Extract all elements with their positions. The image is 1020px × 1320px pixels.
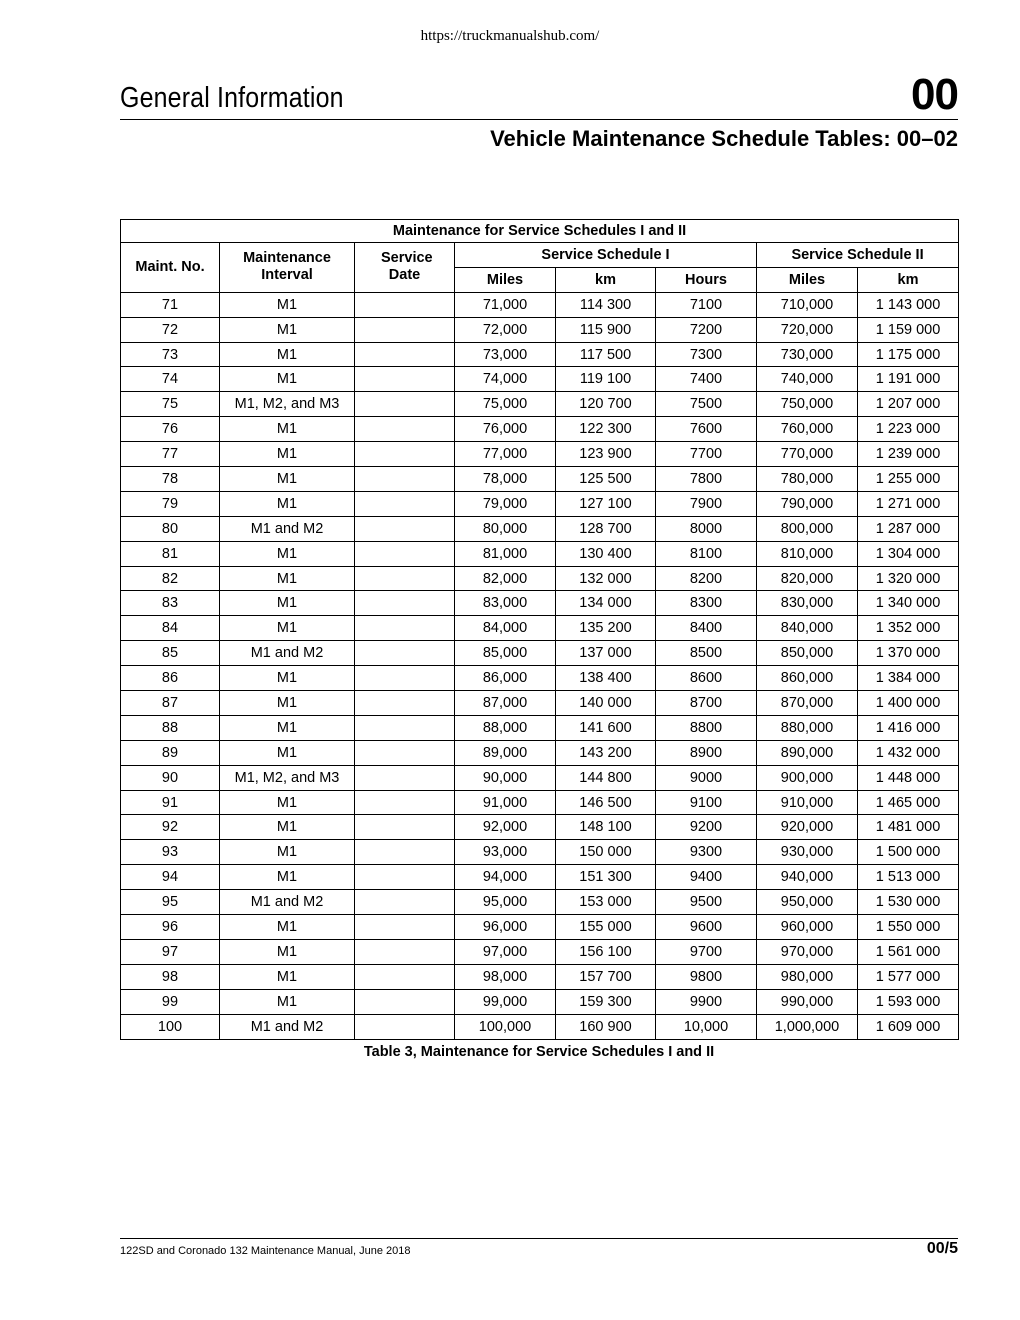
col-header-s1-hours: Hours (656, 267, 757, 292)
cell-interval: M1 and M2 (220, 516, 355, 541)
header-rule (120, 119, 958, 120)
cell-s2-miles: 730,000 (757, 342, 858, 367)
cell-s2-km: 1 320 000 (858, 566, 959, 591)
cell-s2-miles: 830,000 (757, 591, 858, 616)
cell-s2-km: 1 340 000 (858, 591, 959, 616)
table-row (121, 691, 959, 716)
cell-s1-hours: 7100 (656, 292, 757, 317)
cell-s1-km: 135 200 (556, 616, 656, 641)
cell-maint-no: 90 (121, 765, 220, 790)
cell-maint-no: 73 (121, 342, 220, 367)
cell-s2-km: 1 223 000 (858, 417, 959, 442)
cell-s1-hours: 8900 (656, 740, 757, 765)
footer-manual-title: 122SD and Coronado 132 Maintenance Manual, June 2018 (120, 1245, 411, 1257)
cell-s2-miles: 800,000 (757, 516, 858, 541)
cell-s1-km: 132 000 (556, 566, 656, 591)
cell-maint-no: 83 (121, 591, 220, 616)
cell-s1-miles: 88,000 (455, 715, 556, 740)
table-row (121, 566, 959, 591)
cell-maint-no: 88 (121, 715, 220, 740)
cell-s1-km: 117 500 (556, 342, 656, 367)
cell-service-date (355, 616, 455, 641)
cell-interval: M1 (220, 989, 355, 1014)
page-number: 00/5 (926, 1240, 958, 1257)
cell-s2-km: 1 593 000 (858, 989, 959, 1014)
cell-maint-no: 85 (121, 641, 220, 666)
page-subtitle: Vehicle Maintenance Schedule Tables: 00–02 (490, 126, 958, 151)
cell-interval: M1 (220, 317, 355, 342)
cell-interval: M1 (220, 815, 355, 840)
table-row (121, 715, 959, 740)
cell-s2-km: 1 416 000 (858, 715, 959, 740)
cell-s1-km: 120 700 (556, 392, 656, 417)
table-row (121, 939, 959, 964)
cell-service-date (355, 915, 455, 940)
cell-s1-km: 125 500 (556, 467, 656, 492)
cell-interval: M1, M2, and M3 (220, 765, 355, 790)
cell-s1-miles: 95,000 (455, 890, 556, 915)
cell-s1-km: 137 000 (556, 641, 656, 666)
cell-s1-hours: 8200 (656, 566, 757, 591)
cell-s1-miles: 100,000 (455, 1014, 556, 1039)
cell-s2-km: 1 271 000 (858, 491, 959, 516)
table-row (121, 367, 959, 392)
cell-service-date (355, 666, 455, 691)
cell-service-date (355, 541, 455, 566)
cell-s2-miles: 900,000 (757, 765, 858, 790)
cell-s2-miles: 940,000 (757, 865, 858, 890)
cell-s1-miles: 78,000 (455, 467, 556, 492)
col-header-s2-km: km (858, 267, 959, 292)
cell-interval: M1 (220, 666, 355, 691)
cell-s2-miles: 750,000 (757, 392, 858, 417)
cell-maint-no: 96 (121, 915, 220, 940)
cell-s1-hours: 8300 (656, 591, 757, 616)
cell-s2-km: 1 500 000 (858, 840, 959, 865)
cell-s2-km: 1 255 000 (858, 467, 959, 492)
cell-s1-hours: 7700 (656, 442, 757, 467)
cell-s1-km: 157 700 (556, 964, 656, 989)
cell-s2-miles: 770,000 (757, 442, 858, 467)
table-body (121, 292, 959, 1039)
cell-maint-no: 82 (121, 566, 220, 591)
cell-s1-hours: 7300 (656, 342, 757, 367)
cell-s1-miles: 89,000 (455, 740, 556, 765)
cell-interval: M1 (220, 740, 355, 765)
table-row (121, 591, 959, 616)
source-url: https://truckmanualshub.com/ (420, 28, 600, 44)
cell-s1-hours: 8100 (656, 541, 757, 566)
cell-s2-km: 1 400 000 (858, 691, 959, 716)
cell-s2-km: 1 384 000 (858, 666, 959, 691)
cell-s1-km: 156 100 (556, 939, 656, 964)
cell-s1-km: 146 500 (556, 790, 656, 815)
cell-s1-miles: 80,000 (455, 516, 556, 541)
cell-s1-miles: 76,000 (455, 417, 556, 442)
cell-s2-miles: 930,000 (757, 840, 858, 865)
table-row (121, 890, 959, 915)
cell-maint-no: 74 (121, 367, 220, 392)
cell-interval: M1 (220, 491, 355, 516)
cell-s1-hours: 8000 (656, 516, 757, 541)
table-row (121, 317, 959, 342)
cell-interval: M1 (220, 840, 355, 865)
cell-s1-km: 115 900 (556, 317, 656, 342)
cell-s2-miles: 910,000 (757, 790, 858, 815)
cell-service-date (355, 317, 455, 342)
cell-s1-km: 141 600 (556, 715, 656, 740)
cell-s1-miles: 77,000 (455, 442, 556, 467)
cell-s1-hours: 9700 (656, 939, 757, 964)
table-row (121, 815, 959, 840)
cell-service-date (355, 890, 455, 915)
cell-maint-no: 75 (121, 392, 220, 417)
cell-s1-hours: 7800 (656, 467, 757, 492)
cell-s2-miles: 980,000 (757, 964, 858, 989)
cell-maint-no: 72 (121, 317, 220, 342)
cell-s1-hours: 7500 (656, 392, 757, 417)
cell-s2-km: 1 207 000 (858, 392, 959, 417)
cell-s1-miles: 90,000 (455, 765, 556, 790)
cell-s2-km: 1 465 000 (858, 790, 959, 815)
cell-service-date (355, 417, 455, 442)
cell-interval: M1 and M2 (220, 1014, 355, 1039)
table-row (121, 989, 959, 1014)
cell-maint-no: 79 (121, 491, 220, 516)
cell-s1-km: 114 300 (556, 292, 656, 317)
cell-service-date (355, 367, 455, 392)
cell-s1-hours: 10,000 (656, 1014, 757, 1039)
cell-s2-km: 1 159 000 (858, 317, 959, 342)
cell-s2-km: 1 513 000 (858, 865, 959, 890)
cell-service-date (355, 865, 455, 890)
cell-s2-miles: 970,000 (757, 939, 858, 964)
cell-service-date (355, 442, 455, 467)
cell-maint-no: 95 (121, 890, 220, 915)
table-row (121, 516, 959, 541)
cell-interval: M1 (220, 865, 355, 890)
cell-s2-km: 1 530 000 (858, 890, 959, 915)
cell-service-date (355, 292, 455, 317)
cell-s2-km: 1 432 000 (858, 740, 959, 765)
cell-s2-miles: 870,000 (757, 691, 858, 716)
cell-maint-no: 92 (121, 815, 220, 840)
cell-s1-km: 151 300 (556, 865, 656, 890)
cell-s2-miles: 860,000 (757, 666, 858, 691)
cell-maint-no: 76 (121, 417, 220, 442)
cell-s1-hours: 8500 (656, 641, 757, 666)
cell-s1-km: 119 100 (556, 367, 656, 392)
cell-s1-km: 144 800 (556, 765, 656, 790)
cell-s2-km: 1 175 000 (858, 342, 959, 367)
cell-s1-miles: 84,000 (455, 616, 556, 641)
cell-s1-miles: 97,000 (455, 939, 556, 964)
table-row (121, 964, 959, 989)
group-header-schedule-2: Service Schedule II (757, 243, 959, 268)
cell-s1-km: 138 400 (556, 666, 656, 691)
table-row (121, 541, 959, 566)
cell-s2-km: 1 239 000 (858, 442, 959, 467)
cell-s1-miles: 72,000 (455, 317, 556, 342)
cell-service-date (355, 342, 455, 367)
cell-maint-no: 86 (121, 666, 220, 691)
col-header-maint-no: Maint. No. (121, 243, 220, 293)
cell-s1-km: 155 000 (556, 915, 656, 940)
cell-s2-miles: 850,000 (757, 641, 858, 666)
cell-s1-miles: 74,000 (455, 367, 556, 392)
cell-s1-miles: 71,000 (455, 292, 556, 317)
cell-s1-hours: 8400 (656, 616, 757, 641)
cell-maint-no: 93 (121, 840, 220, 865)
cell-s1-km: 123 900 (556, 442, 656, 467)
cell-interval: M1 (220, 964, 355, 989)
cell-interval: M1 (220, 939, 355, 964)
cell-interval: M1 (220, 566, 355, 591)
cell-service-date (355, 516, 455, 541)
cell-maint-no: 81 (121, 541, 220, 566)
cell-s1-hours: 9100 (656, 790, 757, 815)
cell-s1-hours: 8700 (656, 691, 757, 716)
table-row (121, 467, 959, 492)
cell-maint-no: 98 (121, 964, 220, 989)
cell-s1-miles: 81,000 (455, 541, 556, 566)
cell-s2-miles: 790,000 (757, 491, 858, 516)
maintenance-schedule-table (120, 219, 959, 1040)
cell-s1-km: 143 200 (556, 740, 656, 765)
cell-maint-no: 94 (121, 865, 220, 890)
section-title: General Information (120, 82, 344, 114)
cell-maint-no: 78 (121, 467, 220, 492)
col-header-service-date: Service Date (355, 243, 455, 293)
cell-s1-hours: 9600 (656, 915, 757, 940)
cell-interval: M1 (220, 715, 355, 740)
cell-maint-no: 91 (121, 790, 220, 815)
cell-s1-km: 153 000 (556, 890, 656, 915)
cell-s1-hours: 9200 (656, 815, 757, 840)
cell-s2-miles: 720,000 (757, 317, 858, 342)
cell-interval: M1 (220, 292, 355, 317)
cell-s2-km: 1 304 000 (858, 541, 959, 566)
cell-s1-hours: 7400 (656, 367, 757, 392)
cell-service-date (355, 392, 455, 417)
cell-interval: M1 and M2 (220, 641, 355, 666)
cell-s1-hours: 7900 (656, 491, 757, 516)
cell-s2-km: 1 448 000 (858, 765, 959, 790)
cell-s2-km: 1 481 000 (858, 815, 959, 840)
table-row (121, 740, 959, 765)
table-row (121, 840, 959, 865)
cell-service-date (355, 591, 455, 616)
footer-rule (120, 1238, 958, 1239)
cell-s2-miles: 760,000 (757, 417, 858, 442)
cell-s2-miles: 780,000 (757, 467, 858, 492)
table-row (121, 491, 959, 516)
cell-s1-hours: 9000 (656, 765, 757, 790)
cell-s1-miles: 83,000 (455, 591, 556, 616)
cell-s1-hours: 7200 (656, 317, 757, 342)
cell-interval: M1 (220, 915, 355, 940)
cell-s2-miles: 840,000 (757, 616, 858, 641)
cell-service-date (355, 1014, 455, 1039)
cell-s2-km: 1 191 000 (858, 367, 959, 392)
cell-s1-miles: 86,000 (455, 666, 556, 691)
cell-s2-miles: 880,000 (757, 715, 858, 740)
cell-service-date (355, 840, 455, 865)
cell-maint-no: 97 (121, 939, 220, 964)
col-header-interval: Maintenance Interval (220, 243, 355, 293)
cell-s1-km: 159 300 (556, 989, 656, 1014)
col-header-s2-miles: Miles (757, 267, 858, 292)
col-header-s1-km: km (556, 267, 656, 292)
cell-s1-km: 128 700 (556, 516, 656, 541)
cell-s1-km: 140 000 (556, 691, 656, 716)
cell-service-date (355, 715, 455, 740)
cell-s1-hours: 8600 (656, 666, 757, 691)
cell-maint-no: 87 (121, 691, 220, 716)
cell-s1-miles: 87,000 (455, 691, 556, 716)
cell-s1-miles: 96,000 (455, 915, 556, 940)
table-row (121, 915, 959, 940)
cell-s1-miles: 94,000 (455, 865, 556, 890)
table-caption: Table 3, Maintenance for Service Schedules I and II (363, 1044, 715, 1060)
cell-service-date (355, 740, 455, 765)
cell-s1-miles: 99,000 (455, 989, 556, 1014)
cell-s1-km: 134 000 (556, 591, 656, 616)
cell-s2-miles: 960,000 (757, 915, 858, 940)
cell-maint-no: 100 (121, 1014, 220, 1039)
cell-maint-no: 89 (121, 740, 220, 765)
cell-s1-miles: 79,000 (455, 491, 556, 516)
cell-service-date (355, 964, 455, 989)
cell-s2-km: 1 143 000 (858, 292, 959, 317)
cell-s1-km: 160 900 (556, 1014, 656, 1039)
cell-service-date (355, 989, 455, 1014)
cell-s1-hours: 8800 (656, 715, 757, 740)
cell-s1-hours: 9300 (656, 840, 757, 865)
col-header-s1-miles: Miles (455, 267, 556, 292)
cell-service-date (355, 566, 455, 591)
table-row (121, 790, 959, 815)
cell-s1-hours: 7600 (656, 417, 757, 442)
cell-interval: M1 (220, 541, 355, 566)
cell-service-date (355, 691, 455, 716)
cell-s1-miles: 85,000 (455, 641, 556, 666)
cell-interval: M1 (220, 467, 355, 492)
table-row (121, 616, 959, 641)
table-row (121, 666, 959, 691)
cell-service-date (355, 939, 455, 964)
cell-s1-miles: 93,000 (455, 840, 556, 865)
cell-s1-hours: 9800 (656, 964, 757, 989)
cell-service-date (355, 765, 455, 790)
cell-s1-miles: 98,000 (455, 964, 556, 989)
cell-s1-km: 127 100 (556, 491, 656, 516)
cell-maint-no: 84 (121, 616, 220, 641)
cell-s2-miles: 990,000 (757, 989, 858, 1014)
cell-service-date (355, 491, 455, 516)
cell-s2-km: 1 287 000 (858, 516, 959, 541)
cell-s2-miles: 820,000 (757, 566, 858, 591)
cell-interval: M1 (220, 790, 355, 815)
cell-s1-miles: 75,000 (455, 392, 556, 417)
cell-s2-km: 1 352 000 (858, 616, 959, 641)
section-number: 00 (911, 70, 958, 119)
cell-s2-miles: 950,000 (757, 890, 858, 915)
table-row (121, 292, 959, 317)
cell-service-date (355, 790, 455, 815)
cell-s2-km: 1 609 000 (858, 1014, 959, 1039)
cell-interval: M1 (220, 417, 355, 442)
table-row (121, 417, 959, 442)
cell-s2-km: 1 550 000 (858, 915, 959, 940)
cell-s1-hours: 9900 (656, 989, 757, 1014)
cell-interval: M1 and M2 (220, 890, 355, 915)
table-row (121, 442, 959, 467)
cell-interval: M1 (220, 342, 355, 367)
cell-interval: M1 (220, 616, 355, 641)
cell-interval: M1 (220, 367, 355, 392)
table-row (121, 865, 959, 890)
cell-s2-miles: 1,000,000 (757, 1014, 858, 1039)
cell-s2-miles: 920,000 (757, 815, 858, 840)
cell-s1-hours: 9400 (656, 865, 757, 890)
cell-s1-km: 130 400 (556, 541, 656, 566)
cell-s1-miles: 91,000 (455, 790, 556, 815)
table-title: Maintenance for Service Schedules I and II (121, 220, 959, 243)
cell-s2-miles: 890,000 (757, 740, 858, 765)
cell-interval: M1, M2, and M3 (220, 392, 355, 417)
cell-service-date (355, 815, 455, 840)
cell-s2-km: 1 561 000 (858, 939, 959, 964)
cell-s1-miles: 73,000 (455, 342, 556, 367)
cell-maint-no: 99 (121, 989, 220, 1014)
table-row (121, 641, 959, 666)
cell-s2-miles: 740,000 (757, 367, 858, 392)
cell-s1-miles: 92,000 (455, 815, 556, 840)
cell-service-date (355, 467, 455, 492)
cell-s1-miles: 82,000 (455, 566, 556, 591)
cell-maint-no: 71 (121, 292, 220, 317)
table-row (121, 765, 959, 790)
table-row (121, 1014, 959, 1039)
cell-maint-no: 77 (121, 442, 220, 467)
cell-s1-km: 148 100 (556, 815, 656, 840)
cell-s1-hours: 9500 (656, 890, 757, 915)
cell-interval: M1 (220, 442, 355, 467)
cell-interval: M1 (220, 591, 355, 616)
table-row (121, 342, 959, 367)
table-row (121, 392, 959, 417)
cell-s2-km: 1 577 000 (858, 964, 959, 989)
cell-s1-km: 122 300 (556, 417, 656, 442)
cell-s2-km: 1 370 000 (858, 641, 959, 666)
cell-s2-miles: 710,000 (757, 292, 858, 317)
cell-interval: M1 (220, 691, 355, 716)
group-header-schedule-1: Service Schedule I (455, 243, 757, 268)
cell-maint-no: 80 (121, 516, 220, 541)
cell-s2-miles: 810,000 (757, 541, 858, 566)
cell-service-date (355, 641, 455, 666)
cell-s1-km: 150 000 (556, 840, 656, 865)
